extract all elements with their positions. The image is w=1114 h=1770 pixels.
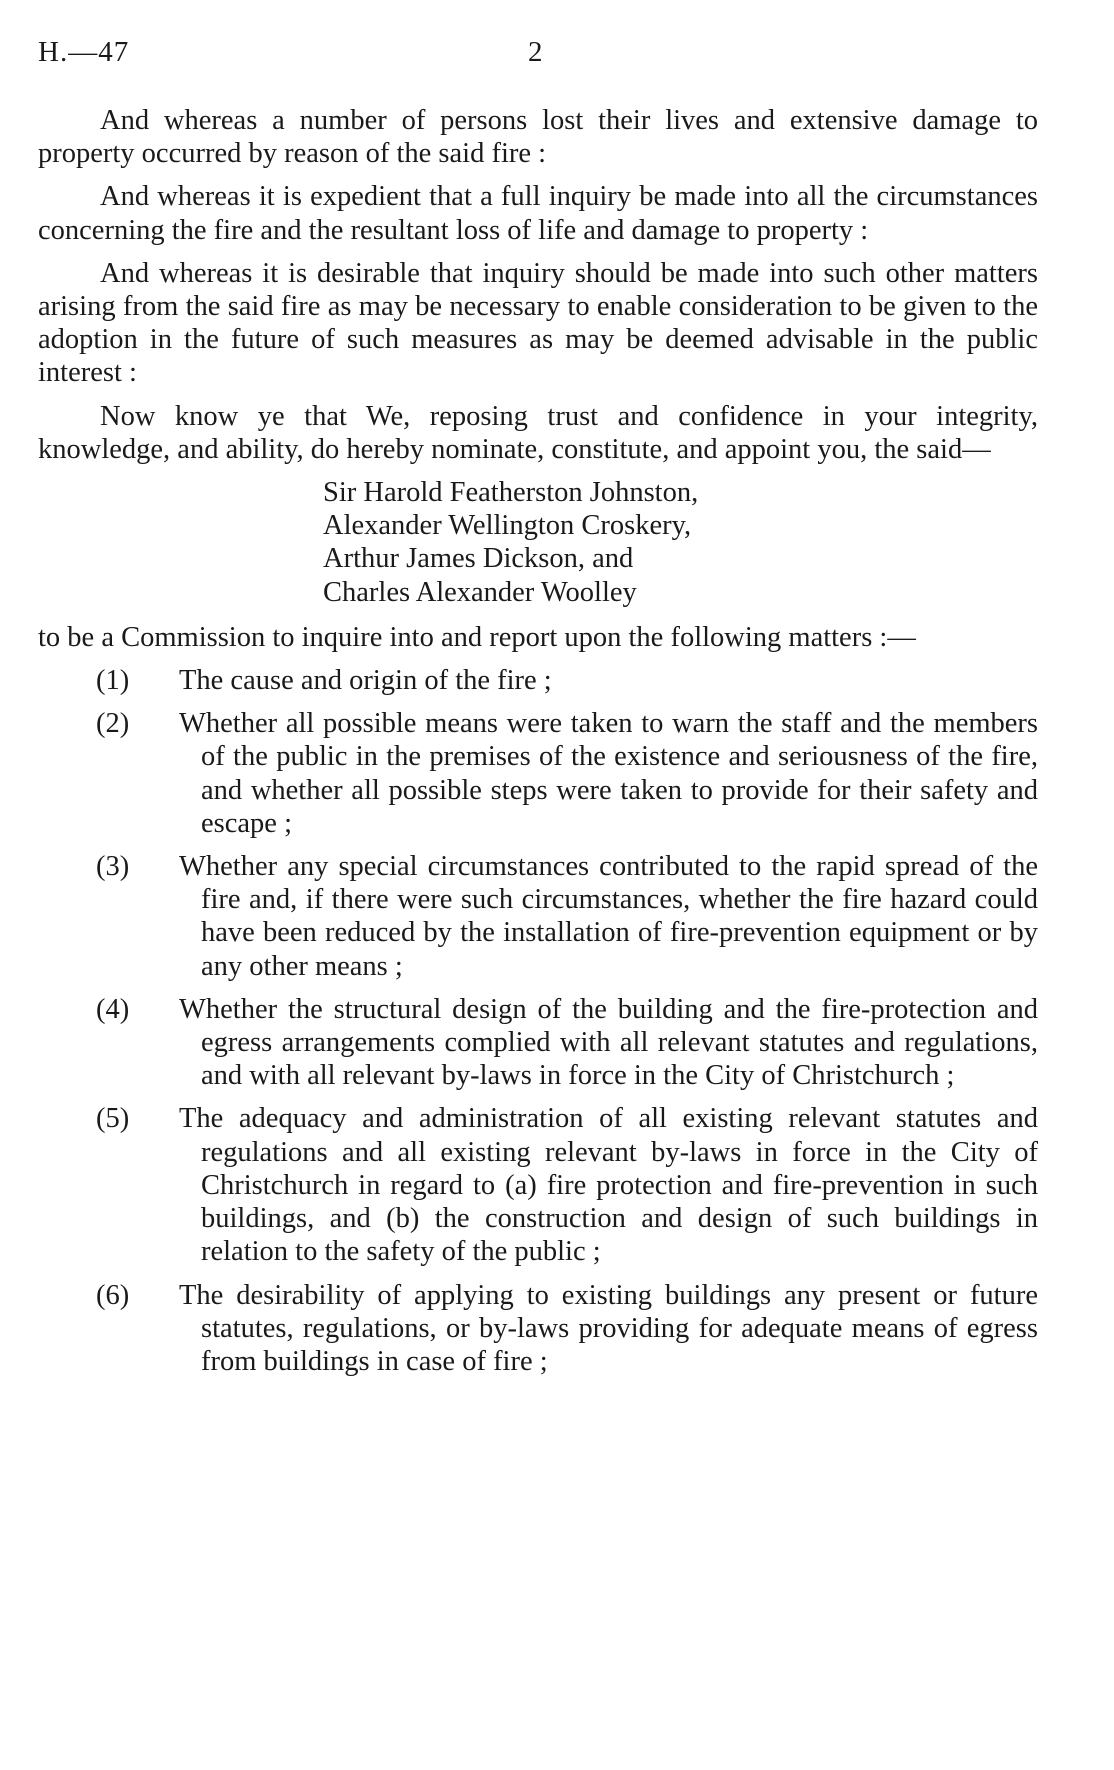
commission-intro: to be a Commission to inquire into and report upon the following matters :— (38, 621, 916, 653)
terms-of-reference-list (38, 664, 1038, 1378)
page-header (38, 36, 1038, 76)
item-text: Whether any special circumstances contributed to the rapid spread of the fire and, if there were such circumstances, whether the fire hazard could have been reduced by the installation of fire-prevention equipment or by any other means ; (179, 851, 1038, 982)
paragraph-appointment: Now know ye that We, reposing trust and confidence in your integrity, knowledge, and ability, do hereby nominate, constitute, and appoint you, the said— (38, 400, 1038, 465)
paragraph-loss-of-life: And whereas a number of persons lost their lives and extensive damage to property occurred by reason of the said fire : (38, 105, 1038, 170)
paragraph-inquiry-desirable: And whereas it is desirable that inquiry should be made into such other matters arising from the said fire as may be necessary to enable consideration to be given to the adoption in the future of such measures as may be deemed advisable in the public interest : (38, 257, 1038, 389)
commissioner-names (323, 476, 1038, 609)
terms-item (38, 850, 1038, 983)
commissioner-name: Sir Harold Featherston Johnston, (323, 477, 699, 509)
terms-item (38, 1279, 1038, 1379)
item-text: Whether the structural design of the building and the fire-protection and egress arrangements complied with all relevant statutes and regulations, and with all relevant by-laws in force in the City of Christchurch ; (179, 993, 1038, 1092)
item-text: The cause and origin of the fire ; (179, 665, 552, 697)
item-text: The adequacy and administration of all existing relevant statutes and regulations and all existing relevant by-laws in force in the City of Christchurch in regard to (a) fire protection and fire-prevention in such buildings, and (b) the construction and design of such buildings in relation to the safety of the public ; (179, 1103, 1038, 1268)
document-reference: H.—47 (38, 36, 130, 68)
item-number: (4) (96, 993, 130, 1025)
item-number: (3) (96, 851, 130, 883)
commissioner-name: Alexander Wellington Croskery, (323, 510, 692, 542)
commissioner-name: Arthur James Dickson, and (323, 543, 634, 575)
page-number: 2 (528, 36, 543, 68)
terms-item (38, 993, 1038, 1093)
terms-item (38, 664, 1038, 697)
item-number: (5) (96, 1103, 130, 1135)
item-text: The desirability of applying to existing buildings any present or future statutes, regulations, or by-laws providing for adequate means of egress from buildings in case of fire ; (179, 1279, 1038, 1377)
terms-item (38, 707, 1038, 840)
item-number: (1) (96, 665, 130, 697)
paragraph-inquiry-expedient: And whereas it is expedient that a full inquiry be made into all the circumstances concerning the fire and the resultant loss of life and damage to property : (38, 181, 1038, 246)
item-number: (6) (96, 1279, 130, 1311)
item-number: (2) (96, 708, 130, 740)
terms-item (38, 1102, 1038, 1268)
document-body (38, 104, 1038, 1388)
item-text: Whether all possible means were taken to warn the staff and the members of the public in the premises of the existence and seriousness of the fire, and whether all possible steps were taken to provide for their safety and escape ; (179, 708, 1038, 839)
commissioner-name: Charles Alexander Woolley (323, 576, 637, 608)
